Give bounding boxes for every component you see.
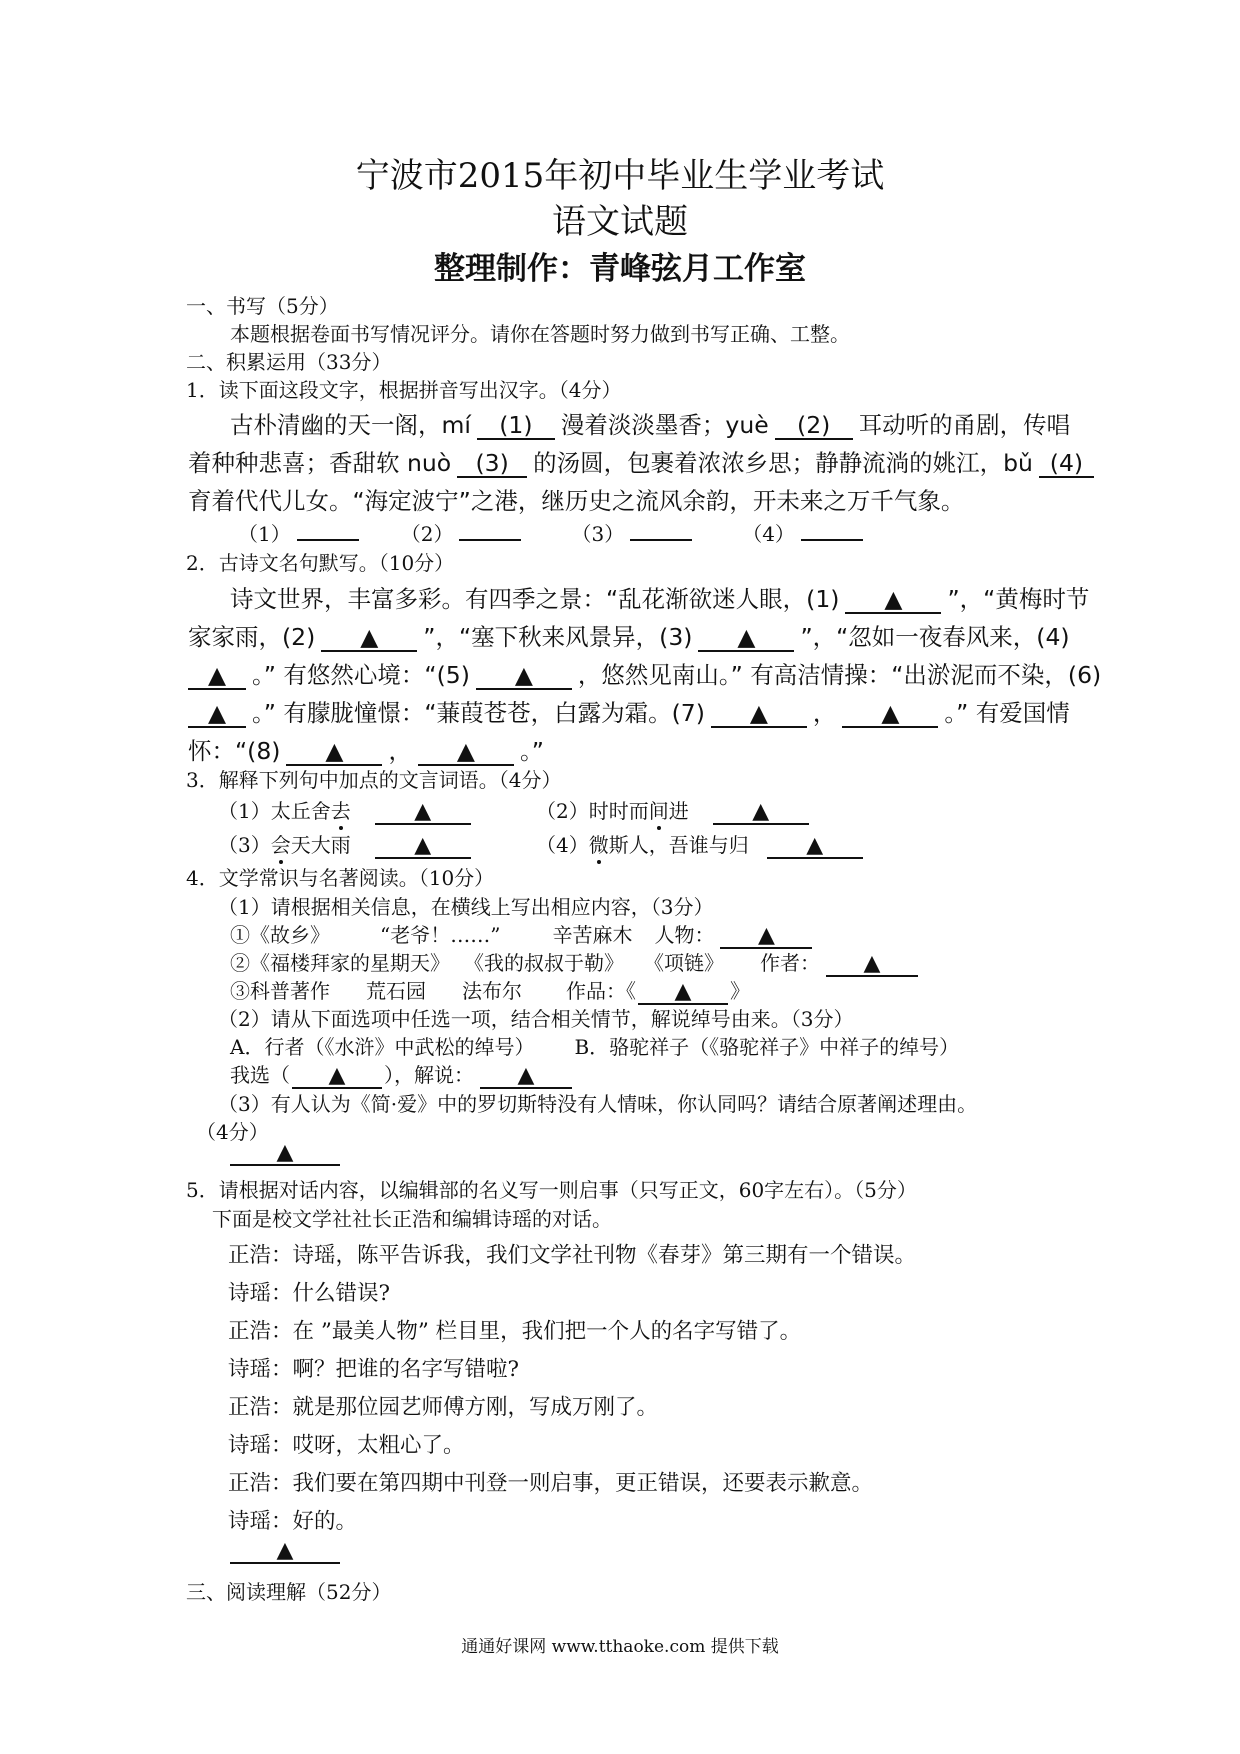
- poem-blank-6[interactable]: ▲: [188, 701, 246, 728]
- dialog-line: 诗瑶：哎呀，太粗心了。: [228, 1433, 465, 1458]
- q4-blank-character[interactable]: ▲: [720, 924, 812, 949]
- q1-text: 耳动听的甬剧，传唱: [858, 411, 1071, 439]
- q4-text: 法布尔: [462, 979, 522, 1003]
- dialog-line: 诗瑶：什么错误?: [228, 1281, 391, 1306]
- q4-stem: 4．文学常识与名著阅读。（10分）: [186, 866, 495, 890]
- q4-text: ①《故乡》: [230, 923, 330, 947]
- q4-choice: [230, 1059, 578, 1089]
- q1-line1: [230, 406, 1070, 440]
- page-footer: 通通好课网 www.tthaoke.com 提供下载: [461, 1637, 779, 1657]
- answer-label-1: （1）: [238, 522, 291, 546]
- dialog-line: 诗瑶：啊？把谁的名字写错啦?: [228, 1357, 520, 1382]
- q3-text: （2）时时而: [536, 799, 649, 823]
- poem-blank-3[interactable]: ▲: [698, 625, 794, 652]
- pinyin-blank-2[interactable]: (2): [775, 413, 853, 440]
- q4-part1: （1）请根据相关信息，在横线上写出相应内容，（3分）: [218, 895, 714, 919]
- answer-blank-1[interactable]: [297, 539, 359, 541]
- dialog-line: 正浩：诗瑶，陈平告诉我，我们文学社刊物《春芽》第三期有一个错误。: [228, 1243, 917, 1268]
- q3-item-3: [218, 829, 477, 859]
- q4-text: ），解说：: [384, 1063, 474, 1087]
- q4-blank-choice[interactable]: ▲: [292, 1064, 382, 1089]
- q4-blank-author[interactable]: ▲: [826, 952, 918, 977]
- q2-line5: [188, 732, 544, 766]
- q3-text: 进: [668, 799, 689, 823]
- poem-blank-7a[interactable]: ▲: [711, 701, 807, 728]
- q2-text: 怀：“(8): [188, 737, 281, 765]
- q2-line1: [230, 580, 1089, 614]
- answer-label-2: （2）: [400, 522, 454, 546]
- q4-options: [230, 1031, 959, 1060]
- q4-part3: （3）有人认为《简·爱》中的罗切斯特没有人情味，你认同吗？请结合原著阐述理由。: [218, 1092, 978, 1116]
- poem-blank-2[interactable]: ▲: [321, 625, 417, 652]
- producer-line: 整理制作：青峰弦月工作室: [434, 251, 806, 287]
- dotted-word: 会: [270, 833, 291, 857]
- answer-label-4: （4）: [742, 522, 795, 546]
- q3-blank-2[interactable]: ▲: [713, 800, 809, 825]
- poem-blank-8a[interactable]: ▲: [286, 739, 382, 766]
- q4-part3-answer: [230, 1140, 340, 1166]
- q4-row1: [230, 919, 818, 949]
- answer-blank-2[interactable]: [459, 539, 521, 541]
- q4-text: 荒石园: [366, 979, 426, 1003]
- poem-blank-1[interactable]: ▲: [845, 587, 941, 614]
- poem-blank-5[interactable]: ▲: [476, 663, 572, 690]
- q3-text: （4）: [536, 833, 589, 857]
- q4-text: 《我的叔叔于勒》: [474, 951, 624, 975]
- q2-line4: [188, 694, 1070, 728]
- q4-text: “老爷！……”: [380, 923, 501, 947]
- q4-text: 人物：: [654, 923, 715, 947]
- q4-text: 作品：《: [566, 979, 636, 1003]
- q4-blank-explain[interactable]: ▲: [480, 1064, 572, 1089]
- answer-blank-3[interactable]: [630, 539, 692, 541]
- q1-line3: 育着代代儿女。“海定波宁”之港，继历史之流风余韵，开未来之万千气象。: [188, 487, 965, 515]
- q3-item-4: [536, 829, 869, 859]
- q5-blank-notice[interactable]: ▲: [230, 1539, 340, 1564]
- q5-intro: 下面是校文学社社长正浩和编辑诗瑶的对话。: [212, 1207, 612, 1231]
- q4-row2: [230, 947, 924, 977]
- q3-stem: 3．解释下列句中加点的文言词语。（4分）: [186, 768, 562, 792]
- q4-part2: （2）请从下面选项中任选一项，结合相关情节，解说绰号由来。（3分）: [218, 1007, 854, 1031]
- q4-text: ②《福楼拜家的星期天》: [230, 951, 450, 975]
- q2-text: 诗文世界，丰富多彩。有四季之景：“乱花渐欲迷人眼，(1): [230, 585, 840, 613]
- q4-text: 作者：: [760, 951, 820, 975]
- q4-row3: [230, 975, 750, 1005]
- q1-line2: [188, 444, 1100, 478]
- q1-text: 漫着淡淡墨香；yuè: [560, 411, 769, 439]
- poem-blank-4[interactable]: ▲: [188, 663, 246, 690]
- dialog-line: 诗瑶：好的。: [228, 1509, 358, 1534]
- dialog-line: 正浩：我们要在第四期中刊登一则启事，更正错误，还要表示歉意。: [228, 1471, 874, 1496]
- exam-title: 宁波市2015年初中毕业生学业考试: [355, 156, 885, 196]
- q3-blank-1[interactable]: ▲: [375, 800, 471, 825]
- q2-text: 。”: [519, 737, 544, 765]
- q3-text: （1）太丘舍: [218, 799, 331, 823]
- q2-text: ，: [812, 699, 837, 727]
- q3-blank-4[interactable]: ▲: [767, 834, 863, 859]
- q1-text: 的汤圆，包裹着浓浓乡思；静静流淌的姚江，bǔ: [533, 449, 1033, 477]
- q4-text: ③科普著作: [230, 979, 330, 1003]
- q5-answer: [230, 1538, 340, 1564]
- pinyin-blank-1[interactable]: (1): [477, 413, 555, 440]
- q4-text: 辛苦麻木: [552, 923, 633, 947]
- q4-blank-opinion[interactable]: ▲: [230, 1141, 340, 1166]
- q4-part3-score: （4分）: [196, 1120, 269, 1144]
- q5-stem: 5．请根据对话内容，以编辑部的名义写一则启事（只写正文，60字左右）。（5分）: [186, 1178, 917, 1202]
- poem-blank-7b[interactable]: ▲: [842, 701, 938, 728]
- q2-text: ，悠然见南山。” 有高洁情操：“出淤泥而不染，(6): [577, 661, 1102, 689]
- q1-text: 着种种悲喜；香甜软 nuò: [188, 449, 452, 477]
- answer-blank-4[interactable]: [801, 539, 863, 541]
- q3-text: 天大雨: [290, 833, 351, 857]
- dialog-line: 正浩：就是那位园艺师傅方刚，写成万刚了。: [228, 1395, 659, 1420]
- section1-text: 本题根据卷面书写情况评分。请你在答题时努力做到书写正确、工整。: [230, 322, 850, 346]
- pinyin-blank-3[interactable]: (3): [457, 451, 527, 478]
- dialog-line: 正浩：在 ”最美人物” 栏目里，我们把一个人的名字写错了。: [228, 1319, 802, 1344]
- dotted-word: 间: [648, 799, 669, 823]
- q2-text: ，: [388, 737, 412, 765]
- q2-text: 家家雨，(2): [188, 623, 316, 651]
- q3-text: 斯人，吾谁与归: [608, 833, 749, 857]
- dotted-word: 去: [330, 799, 351, 823]
- q2-text: 。” 有悠然心境：“(5): [252, 661, 470, 689]
- poem-blank-8b[interactable]: ▲: [418, 739, 514, 766]
- q2-text: ”，“忽如一夜春风来，(4): [800, 623, 1070, 651]
- dotted-word: 微: [588, 833, 609, 857]
- q1-stem: 1．读下面这段文字，根据拼音写出汉字。（4分）: [186, 378, 622, 402]
- q2-text: ”，“塞下秋来风景异，(3): [423, 623, 693, 651]
- pinyin-blank-4[interactable]: (4): [1039, 451, 1094, 478]
- q3-item-2: [536, 795, 815, 825]
- section2-heading: 二、积累运用（33分）: [186, 350, 392, 374]
- q3-text: （3）: [218, 833, 271, 857]
- answer-label-3: （3）: [571, 522, 625, 546]
- section1-heading: 一、书写（5分）: [186, 294, 339, 318]
- q2-line3: [188, 656, 1101, 690]
- exam-subtitle: 语文试题: [552, 202, 688, 242]
- q1-text: 古朴清幽的天一阁，mí: [230, 411, 471, 439]
- q4-text: 》: [730, 979, 750, 1003]
- q2-text: 。” 有朦胧憧憬：“蒹葭苍苍，白露为霜。(7): [252, 699, 705, 727]
- option-b: B．骆驼祥子（《骆驼祥子》中祥子的绰号）: [574, 1035, 960, 1059]
- q2-line2: [188, 618, 1070, 652]
- q4-text: 我选（: [230, 1063, 290, 1087]
- q4-text: 《项链》: [654, 951, 724, 975]
- q4-blank-work[interactable]: ▲: [638, 980, 728, 1005]
- q2-text: ”，“黄梅时节: [947, 585, 1090, 613]
- q2-stem: 2．古诗文名句默写。（10分）: [186, 551, 455, 575]
- q1-answers: [238, 518, 869, 547]
- option-a: A．行者（《水浒》中武松的绰号）: [230, 1035, 535, 1059]
- q3-item-1: [218, 795, 477, 825]
- q3-blank-3[interactable]: ▲: [375, 834, 471, 859]
- q2-text: 。” 有爱国情: [944, 699, 1070, 727]
- section3-heading: 三、阅读理解（52分）: [186, 1580, 392, 1604]
